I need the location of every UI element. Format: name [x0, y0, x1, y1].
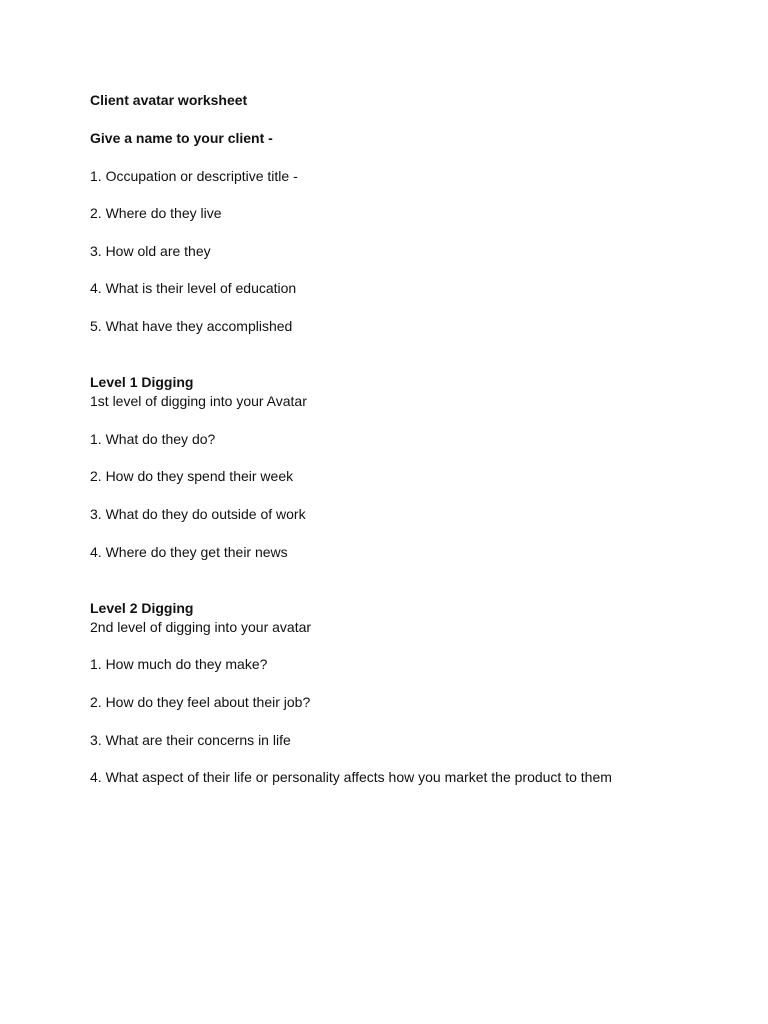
- intro-question-1: 1. Occupation or descriptive title -: [90, 168, 298, 184]
- level2-subtitle: 2nd level of digging into your avatar: [90, 619, 312, 635]
- intro-question-5: 5. What have they accomplished: [90, 318, 293, 334]
- level1-question-3: 3. What do they do outside of work: [90, 506, 306, 522]
- level1-heading: Level 1 Digging: [90, 374, 194, 390]
- level2-question-3: 3. What are their concerns in life: [90, 732, 291, 748]
- level2-heading: Level 2 Digging: [90, 600, 194, 616]
- level2-question-4: 4. What aspect of their life or personality affects how you market the product to them: [90, 769, 612, 785]
- level2-question-1: 1. How much do they make?: [90, 656, 268, 672]
- level1-subtitle: 1st level of digging into your Avatar: [90, 393, 307, 409]
- intro-question-4: 4. What is their level of education: [90, 280, 297, 296]
- client-name-prompt: Give a name to your client -: [90, 130, 273, 146]
- intro-question-2: 2. Where do they live: [90, 205, 222, 221]
- level1-question-1: 1. What do they do?: [90, 431, 216, 447]
- level2-question-2: 2. How do they feel about their job?: [90, 694, 311, 710]
- document-title: Client avatar worksheet: [90, 92, 248, 108]
- level1-question-4: 4. Where do they get their news: [90, 544, 288, 560]
- level1-question-2: 2. How do they spend their week: [90, 468, 294, 484]
- intro-question-3: 3. How old are they: [90, 243, 211, 259]
